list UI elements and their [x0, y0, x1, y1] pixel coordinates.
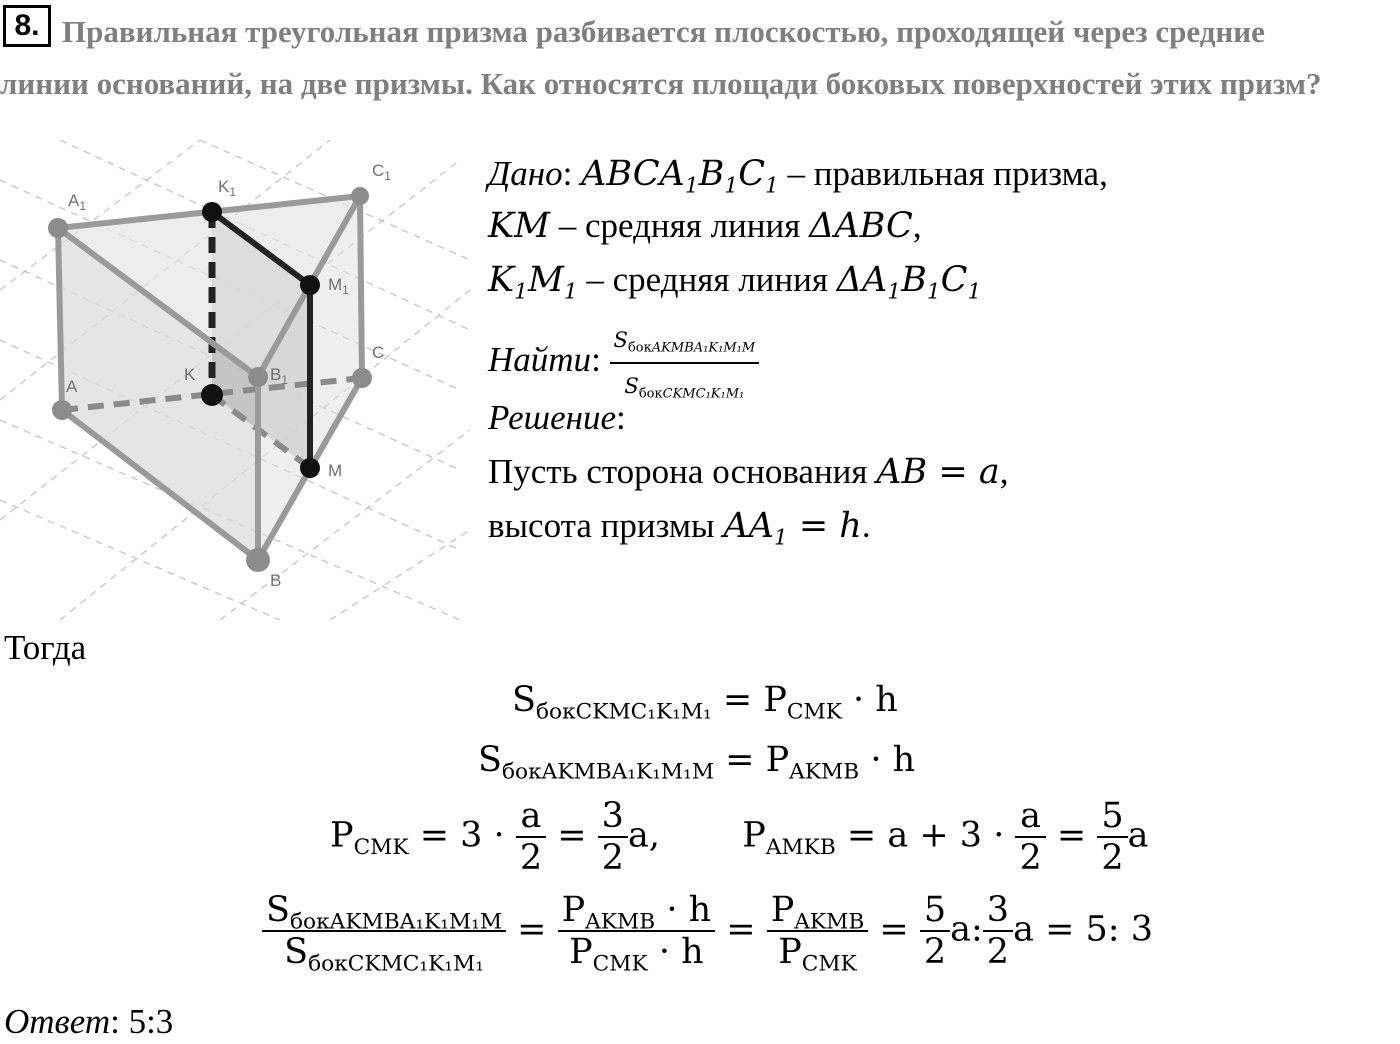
- given-line-3-text: – средняя линия: [577, 260, 837, 299]
- then-word: Тогда: [4, 628, 87, 667]
- segment-k1m1: $K_1M_1$: [488, 260, 578, 305]
- frac-a-2-b: $\frac{a}{2}$: [1015, 796, 1045, 878]
- side-text: Пусть сторона основания: [488, 452, 877, 491]
- find-line: Найти: $\frac{S_{бокAKMBA_1K_1M_1M}}{S_{бокCKMC_1K_1M_1}}$: [488, 318, 759, 408]
- prism-name: $ABCA_1B_1C_1$: [581, 154, 779, 199]
- given-label: Дано: [488, 154, 563, 193]
- given-line-1-text: – правильная призма,: [778, 154, 1108, 193]
- problem-number: 8.: [3, 5, 51, 47]
- given-line-1: Дано: $ABCA_1B_1C_1$ – правильная призма,: [488, 154, 1108, 199]
- problem-statement: [0, 6, 1392, 110]
- label-b1: $B_1$: [270, 365, 289, 387]
- triangle-a1b1c1: $\Delta A_1B_1C_1$: [836, 260, 982, 305]
- segment-km: KM: [488, 206, 550, 246]
- problem-text-line-1: Правильная треугольная призма разбивается плоскостью, проходящей через средние: [62, 14, 1265, 49]
- ratio-result: 5: 3: [1085, 909, 1153, 950]
- label-k: K: [184, 365, 196, 384]
- answer-value: 5:3: [128, 1002, 174, 1041]
- frac-a-2: $\frac{a}{2}$: [516, 796, 546, 878]
- height-text: высота призмы: [488, 506, 724, 545]
- label-c1: $C_1$: [372, 161, 391, 183]
- height-eq: $AA_1 = h$: [723, 506, 862, 551]
- label-m1: $M_1$: [328, 275, 349, 297]
- formula-s-cmk: $S_{бокCKMC_1K_1M_1} = P_{CMK} \cdot h$: [512, 680, 898, 725]
- label-b: B: [270, 571, 282, 590]
- height-line: высота призмы $AA_1 = h$.: [488, 506, 871, 551]
- frac-5-2: $\frac{5}{2}$: [1097, 796, 1127, 878]
- label-c: C: [372, 343, 385, 362]
- ratio-areas: $\frac{S_{бокAKMBA_1K_1M_1M}}{S_{бокCKMC_1K_1M_1}}$: [262, 890, 506, 972]
- label-a: A: [66, 377, 78, 396]
- label-a1: $A_1$: [68, 191, 87, 213]
- label-k1: $K_1$: [218, 177, 237, 199]
- side-eq: AB = a: [876, 452, 1000, 492]
- answer-label: Ответ: [4, 1002, 111, 1041]
- frac-3-2: $\frac{3}{2}$: [598, 796, 628, 878]
- frac-3-2-b: $\frac{3}{2}$: [983, 890, 1013, 972]
- find-denominator: $S_{бокCKMC_1K_1M_1}$: [624, 374, 745, 402]
- prism-figure: [0, 140, 470, 620]
- ratio-products: $\frac{P_{AKMB} \cdot h}{P_{CMK} \cdot h}$: [558, 890, 716, 972]
- label-m: M: [328, 461, 343, 480]
- given-line-2-text: – средняя линия: [550, 206, 810, 245]
- side-line: Пусть сторона основания AB = a,: [488, 452, 1009, 492]
- find-numerator: $S_{бокAKMBA_1K_1M_1M}$: [610, 318, 760, 364]
- given-line-3: [488, 258, 982, 305]
- formula-ratio: $\frac{S_{бокAKMBA_1K_1M_1M}}{S_{бокCKMC_1K_1M_1}}$ = $\frac{P_{AKMB} \cdot h}{P_{CMK} \cdot h}$ = $\frac{P_{AKMB}}{P_{CMK}}$ = $\frac{5}{2}$ a: $\frac{3}{2}$ a = 5: 3: [262, 890, 1153, 972]
- frac-5-2-b: $\frac{5}{2}$: [920, 890, 950, 972]
- solution-line: Решение:: [488, 398, 626, 437]
- given-line-2: KM – средняя линия ΔABC,: [488, 206, 922, 246]
- solution-label: Решение: [488, 398, 617, 437]
- answer-line: Ответ: 5:3: [4, 1002, 174, 1041]
- formula-perimeters: $P_{CMK} = 3$ · $\frac{a}{2}$ = $\frac{3}{2}$ a, $P_{AMKB} = a + 3$ · $\frac{a}{2}$ = $\frac{5}{2}$ a: [330, 796, 1149, 878]
- find-label: Найти: [488, 340, 592, 380]
- ratio-perimeters: $\frac{P_{AKMB}}{P_{CMK}}$: [767, 890, 869, 972]
- triangle-abc: ΔABC: [809, 206, 913, 246]
- find-ratio: [610, 318, 760, 408]
- problem-text-line-2: линии оснований, на две призмы. Как относятся площади боковых поверхностей этих призм?: [0, 66, 1322, 101]
- formula-s-akmb: $S_{бокAKMBA_1K_1M_1M} = P_{AKMB} \cdot h$: [478, 740, 916, 785]
- prism-diagram: [0, 140, 470, 620]
